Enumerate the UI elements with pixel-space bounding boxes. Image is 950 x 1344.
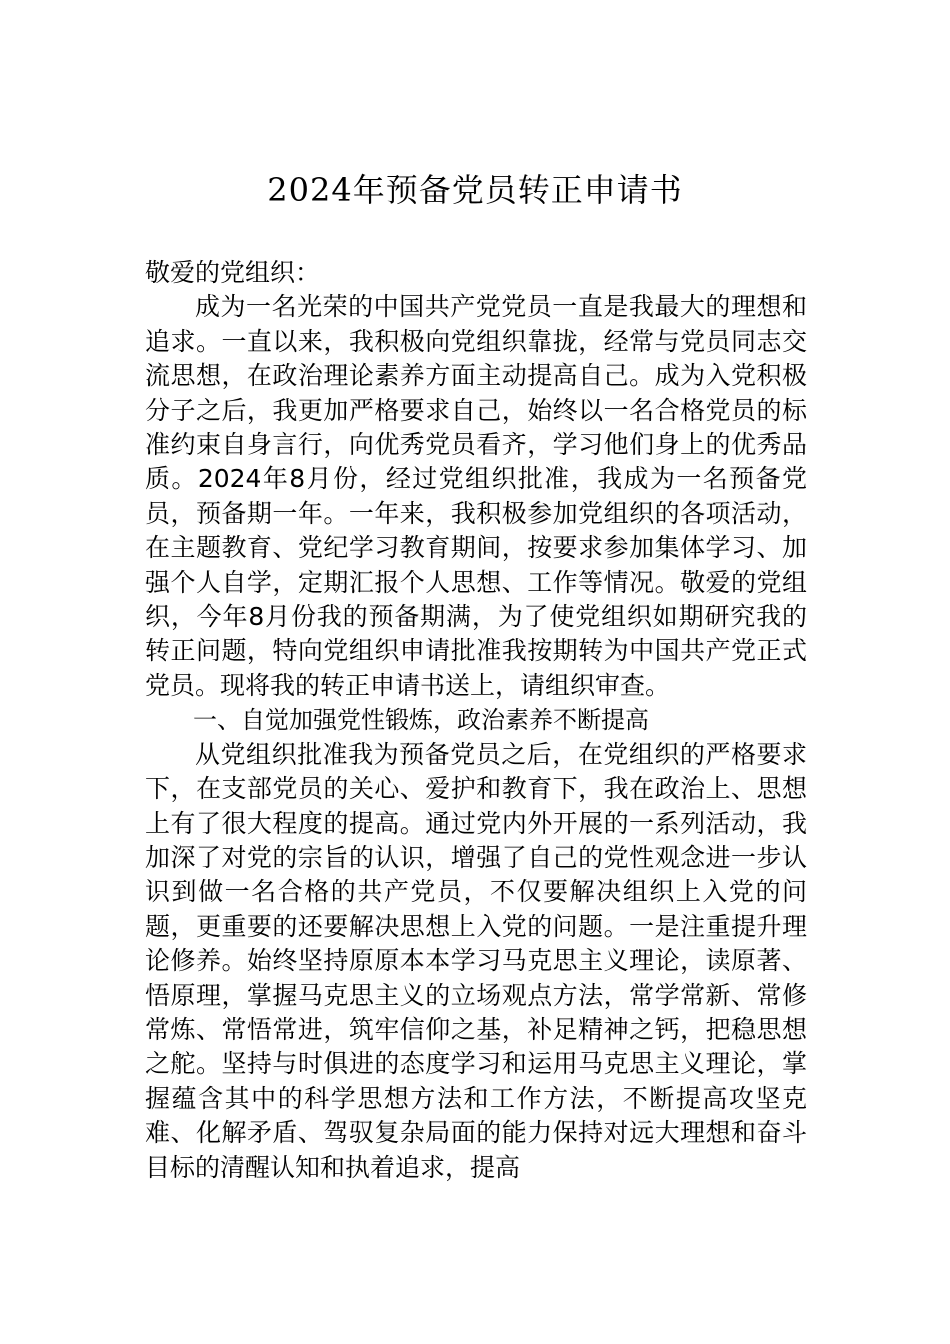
document-body [145, 256, 807, 1185]
section-paragraph: 从党组织批准我为预备党员之后，在党组织的严格要求下，在支部党员的关心、爱护和教育下，我在政治上、思想上有了很大程度的提高。通过党内外开展的一系列活动，我加深了对党的宗旨的认识，增强了自己的党性观念进一步认识到做一名合格的共产党员，不仅要解决组织上入党的问题，更重要的还要解决思想上入党的问题。一是注重提升理论修养。始终坚持原原本本学习马克思主义理论，读原著、悟原理，掌握马克思主义的立场观点方法，常学常新、常修常炼、常悟常进，筑牢信仰之基，补足精神之钙，把稳思想之舵。坚持与时俱进的态度学习和运用马克思主义理论，掌握蕴含其中的科学思想方法和工作方法，不断提高攻坚克难、化解矛盾、驾驭复杂局面的能力保持对远大理想和奋斗目标的清醒认知和执着追求，提高 [145, 739, 807, 1182]
document-title: 2024年预备党员转正申请书 [267, 171, 683, 209]
salutation: 敬爱的党组织： [145, 258, 321, 287]
intro-paragraph: 成为一名光荣的中国共产党党员一直是我最大的理想和追求。一直以来，我积极向党组织靠拢，经常与党员同志交流思想，在政治理论素养方面主动提高自己。成为入党积极分子之后，我更加严格要求自己，始终以一名合格党员的标准约束自身言行，向优秀党员看齐，学习他们身上的优秀品质。2024年8月份，经过党组织批准，我成为一名预备党员，预备期一年。一年来，我积极参加党组织的各项活动，在主题教育、党纪学习教育期间，按要求参加集体学习、加强个人自学，定期汇报个人思想、工作等情况。敬爱的党组织，今年8月份我的预备期满，为了使党组织如期研究我的转正问题，特向党组织申请批准我按期转为中国共产党正式党员。现将我的转正申请书送上，请组织审查。 [145, 292, 807, 700]
section-heading: 一、自觉加强党性锻炼，政治素养不断提高 [193, 706, 649, 735]
